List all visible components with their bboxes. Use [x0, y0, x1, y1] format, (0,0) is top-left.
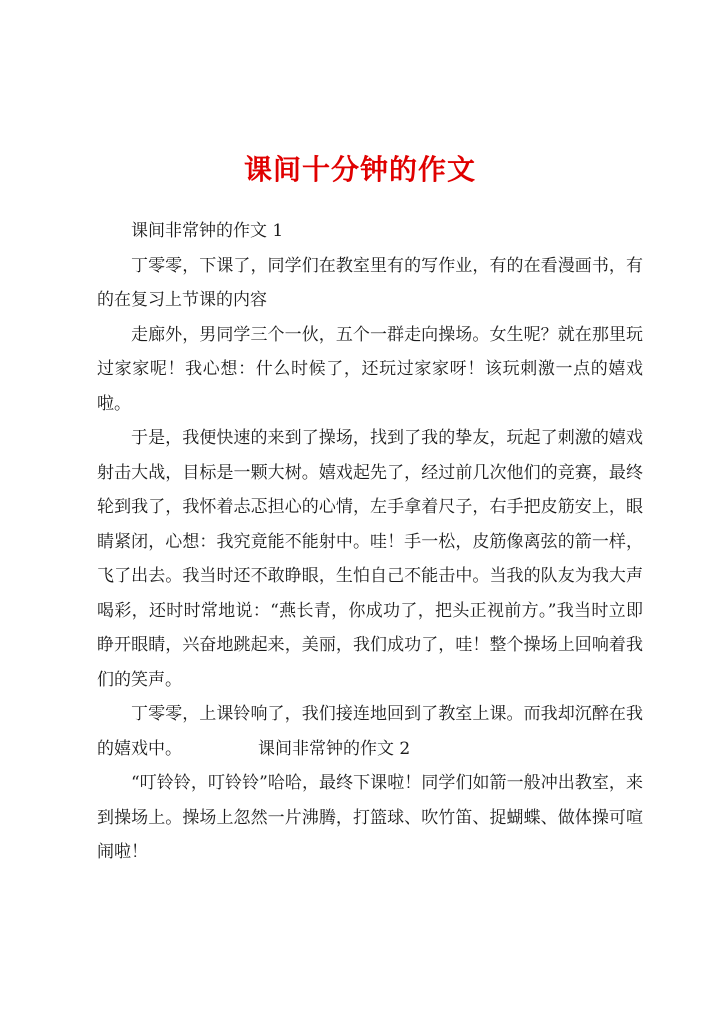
document-title: 课间十分钟的作文 [243, 153, 476, 186]
essay-1-heading: 课间非常钟的作文 1 [131, 221, 284, 241]
paragraph [97, 697, 643, 766]
paragraph: 于是，我便快速的来到了操场，找到了我的挚友，玩起了刺激的嬉戏射击大战，目标是一颗大树。嬉戏起先了，经过前几次他们的竞赛，最终轮到我了，我怀着忐忑担心的心情，左手拿着尺子，右手把皮筋安上，眼睛紧闭，心想：我究竟能不能射中。哇！手一松，皮筋像离弦的箭一样，飞了出去。我当时还不敢睁眼，生怕自己不能击中。当我的队友为我大声喝彩，还时时常地说：“燕长青，你成功了，把头正视前方。”我当时立即睁开眼睛，兴奋地跳起来，美丽，我们成功了，哇！整个操场上回响着我们的笑声。 [97, 428, 643, 690]
document-body [97, 214, 643, 870]
essay-2-heading: 课间非常钟的作文 2 [258, 738, 411, 759]
paragraph: 丁零零，下课了，同学们在教室里有的写作业，有的在看漫画书，有的在复习上节课的内容 [97, 255, 643, 310]
paragraph: “叮铃铃，叮铃铃”哈哈，最终下课啦！同学们如箭一般冲出教室，来到操场上。操场上忽然一片沸腾，打篮球、吹竹笛、捉蝴蝶、做体操可喧闹啦！ [97, 773, 643, 862]
paragraph: 走廊外，男同学三个一伙，五个一群走向操场。女生呢？就在那里玩过家家呢！我心想：什么时候了，还玩过家家呀！该玩刺激一点的嬉戏啦。 [97, 324, 643, 414]
paragraph-text: 丁零零，上课铃响了，我们接连地回到了教室上课。而我却沉醉在我的嬉戏中。 [97, 704, 643, 759]
